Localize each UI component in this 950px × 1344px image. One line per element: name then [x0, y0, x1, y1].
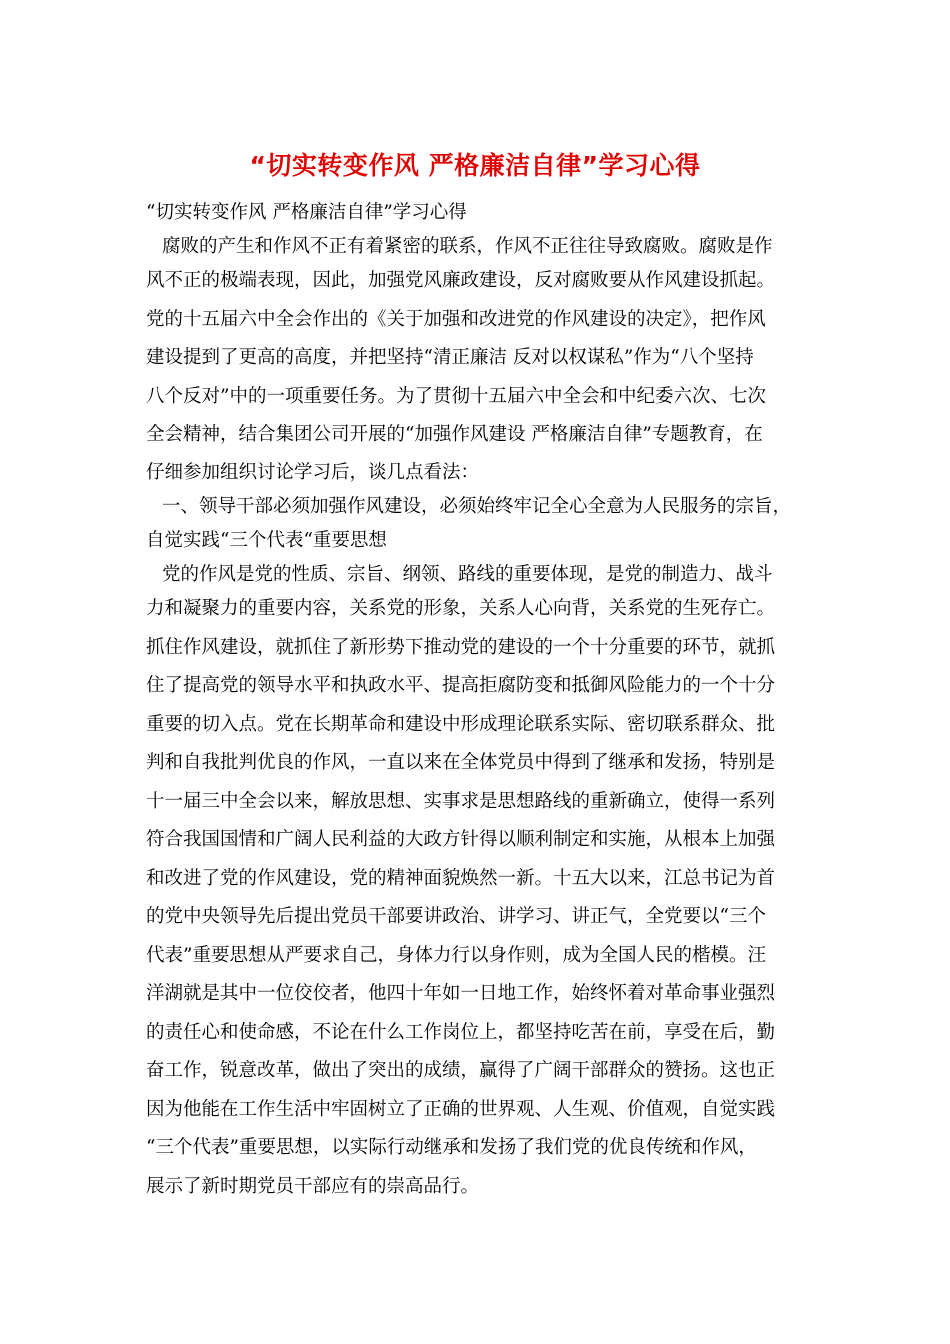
paragraph-line: 建设提到了更高的高度，并把坚持“清正廉洁 反对以权谋私”作为“八个坚持 [146, 347, 754, 368]
paragraph-line: 重要的切入点。党在长期革命和建设中形成理论联系实际、密切联系群众、批 [146, 714, 776, 735]
paragraph-line: 代表”重要思想从严要求自己，身体力行以身作则，成为全国人民的楷模。汪 [146, 945, 766, 966]
paragraph-line: 和改进了党的作风建设，党的精神面貌焕然一新。十五大以来，江总书记为首 [146, 868, 776, 889]
paragraph-line: 党的十五届六中全会作出的《关于加强和改进党的作风建设的决定》，把作风 [146, 309, 766, 330]
paragraph-line: 的党中央领导先后提出党员干部要讲政治、讲学习、讲正气，全党要以“三个 [146, 906, 766, 927]
paragraph-line: 因为他能在工作生活中牢固树立了正确的世界观、人生观、价值观，自觉实践 [146, 1099, 776, 1120]
paragraph-line: 党的作风是党的性质、宗旨、纲领、路线的重要体现，是党的制造力、战斗 [162, 564, 773, 585]
paragraph-line: 判和自我批判优良的作风，一直以来在全体党员中得到了继承和发扬，特别是 [146, 752, 776, 773]
paragraph-line: 住了提高党的领导水平和执政水平、提高拒腐防变和抵御风险能力的一个十分 [146, 675, 776, 696]
paragraph-line: 腐败的产生和作风不正有着紧密的联系，作风不正往往导致腐败。腐败是作 [162, 236, 773, 257]
paragraph-line: 符合我国国情和广阔人民利益的大政方针得以顺利制定和实施，从根本上加强 [146, 829, 776, 850]
paragraph-line: 仔细参加组织讨论学习后，谈几点看法： [146, 462, 480, 483]
paragraph-line: 十一届三中全会以来，解放思想、实事求是思想路线的重新确立，使得一系列 [146, 791, 776, 812]
paragraph-line: 抓住作风建设，就抓住了新形势下推动党的建设的一个十分重要的环节，就抓 [146, 637, 776, 658]
section-heading-line: 一、领导干部必须加强作风建设，必须始终牢记全心全意为人民服务的宗旨， [162, 496, 792, 517]
paragraph-line: 八个反对”中的一项重要任务。为了贯彻十五届六中全会和中纪委六次、七次 [146, 386, 766, 407]
subtitle-line: “切实转变作风 严格廉洁自律”学习心得 [146, 202, 467, 223]
document-title: “切实转变作风 严格廉洁自律”学习心得 [249, 151, 701, 180]
paragraph-line: 风不正的极端表现，因此，加强党风廉政建设，反对腐败要从作风建设抓起。 [146, 270, 776, 291]
paragraph-line: 奋工作，锐意改革，做出了突出的成绩，赢得了广阔干部群众的赞扬。这也正 [146, 1060, 776, 1081]
paragraph-line: 全会精神，结合集团公司开展的“加强作风建设 严格廉洁自律”专题教育，在 [146, 424, 763, 445]
paragraph-line: 的责任心和使命感，不论在什么工作岗位上，都坚持吃苦在前，享受在后，勤 [146, 1022, 776, 1043]
paragraph-line: 洋湖就是其中一位佼佼者，他四十年如一日地工作，始终怀着对革命事业强烈 [146, 983, 776, 1004]
paragraph-line: “三个代表”重要思想，以实际行动继承和发扬了我们党的优良传统和作风， [146, 1137, 757, 1158]
paragraph-line: 力和凝聚力的重要内容，关系党的形象，关系人心向背，关系党的生死存亡。 [146, 598, 776, 619]
paragraph-line: 展示了新时期党员干部应有的崇高品行。 [146, 1176, 480, 1197]
section-heading-line: 自觉实践“三个代表“重要思想 [146, 530, 387, 551]
